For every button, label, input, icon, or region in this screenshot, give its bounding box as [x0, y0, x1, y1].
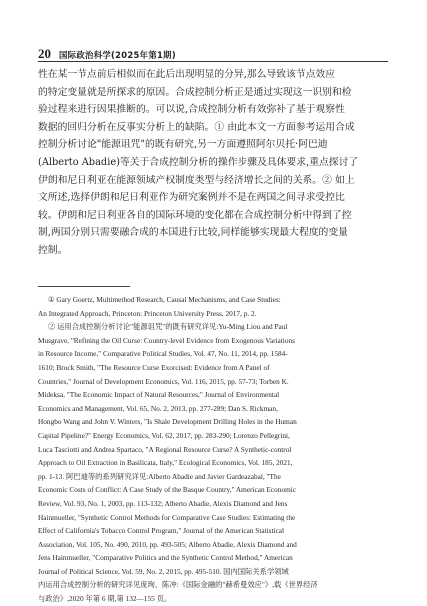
body-line: 较。伊朗和尼日利亚各自的国际环境的变化都在合成控制分析中得到了控 — [38, 209, 352, 221]
footnote-line: Jens Hainmueller, "Comparative Politics and the Synthetic Control Method," American — [38, 553, 293, 563]
footnote-line: pp. 1-13. 阿巴迪等的系列研究详见:Alberto Abadie and Javier Gardeazabal, "The — [38, 471, 281, 481]
footnote-line: Countries," Journal of Development Economics, Vol. 116, 2015, pp. 57-73; Torben K. — [38, 376, 289, 386]
footnote-line: An Integrated Approach, Princeton: Princeton University Press, 2017, p. 2. — [38, 308, 257, 318]
body-line: 伊朗和尼日利亚在能源领域产权制度类型与经济增长之间的关系。② 如上 — [38, 174, 355, 186]
body-line: 控制分析讨论"能源诅咒"的既有研究,另一方面遵照阿尔贝托·阿巴迪 — [38, 139, 328, 151]
running-header — [38, 46, 176, 62]
body-line: 文所述,选择伊朗和尼日利亚作为研究案例并不是在两国之间寻求受控比 — [38, 192, 345, 204]
footnote-line: Musgrave, "Refining the Oil Curse: Country-level Evidence from Exogenous Variations — [38, 335, 295, 345]
footnote-line: 1610; Brock Smith, "The Resource Curse Exorcised: Evidence from A Panel of — [38, 362, 270, 372]
footnote-rule — [38, 286, 130, 287]
footnote-line: Association, Vol. 105, No. 490, 2010, pp. 493-505; Alberto Abadie, Alexis Diamond and — [38, 539, 297, 549]
footnote-line: Journal of Political Science, Vol. 59, No. 2, 2015, pp. 495-510. 国内国际关系学领域 — [38, 566, 289, 576]
footnote-line: Luca Tasciotti and Andrea Spartaco, "A Regional Resource Curse? A Synthetic-control — [38, 444, 292, 454]
footnote-line: Economics and Management, Vol. 65, No. 2, 2013, pp. 277-289; Dan S. Rickman, — [38, 403, 278, 413]
journal-title: 国际政治科学(2025年第1期) — [59, 50, 176, 60]
body-paragraph — [38, 66, 388, 260]
body-line: 数据的回归分析在反事实分析上的缺陷。① 由此本文一方面参考运用合成 — [38, 121, 355, 133]
body-line: 制,两国分别只需要融合成的本国进行比较,同样能够实现最大程度的变量 — [38, 227, 348, 239]
footnote-line: Approach to Oil Extraction in Basilicata, Italy," Ecological Economics, Vol. 185, 2021, — [38, 458, 293, 468]
footnote-line: Mideksa, "The Economic Impact of Natural Resources," Journal of Environmental — [38, 390, 280, 400]
footnotes — [38, 293, 388, 606]
footnote-2: ② 运用合成控制分析讨论"能源诅咒"的既有研究详见:Yu-Ming Liou and Paul — [48, 322, 288, 332]
footnote-line: Hongbo Wang and John V. Winters, "Is Shale Development Drilling Holes in the Human — [38, 417, 297, 427]
footnote-line: 内运用合成控制分析的研究详见庞珣、陈冲:《国际金融的"赫希曼效应"》,载《世界经济 — [38, 580, 318, 590]
page-number: 20 — [38, 46, 51, 61]
footnote-line: 与政治》,2020 年第 6 期,第 132—155 页。 — [38, 594, 172, 604]
footnote-line: Hainmueller, "Synthetic Control Methods for Comparative Case Studies: Estimating the — [38, 512, 296, 522]
body-line: 控制。 — [38, 244, 68, 256]
footnote-line: Review, Vol. 93, No. 1, 2003, pp. 113-132; Alberto Abadie, Alexis Diamond and Jens — [38, 498, 288, 508]
footnote-1: ① Gary Goertz, Multimethod Research, Causal Mechanisms, and Case Studies: — [48, 295, 281, 304]
body-line: 性在某一节点前后相似而在此后出现明显的分异,那么导致该节点效应 — [38, 69, 336, 80]
footnote-line: in Resource Income," Comparative Political Studies, Vol. 47, No. 11, 2014, pp. 1584- — [38, 349, 288, 359]
footnote-line: Economic Costs of Conflict: A Case Study of the Basque Country," American Economic — [38, 485, 297, 495]
footnote-line: Capital Pipeline?" Energy Economics, Vol. 62, 2017, pp. 283-290; Lorenzo Pellegrini, — [38, 430, 290, 440]
body-line: 验过程来进行因果推断的。可以说,合成控制分析有效弥补了基于观察性 — [38, 104, 345, 116]
body-line: (Alberto Abadie)等关于合成控制分析的操作步骤及具体要求,重点探讨了 — [38, 156, 359, 168]
body-line: 的特定变量就是所探求的原因。合成控制分析正是通过实现这一识别和检 — [38, 86, 352, 98]
header-rule — [38, 61, 388, 62]
footnote-line: Effect of California's Tobacco Control Program," Journal of the American Statistical — [38, 526, 285, 536]
